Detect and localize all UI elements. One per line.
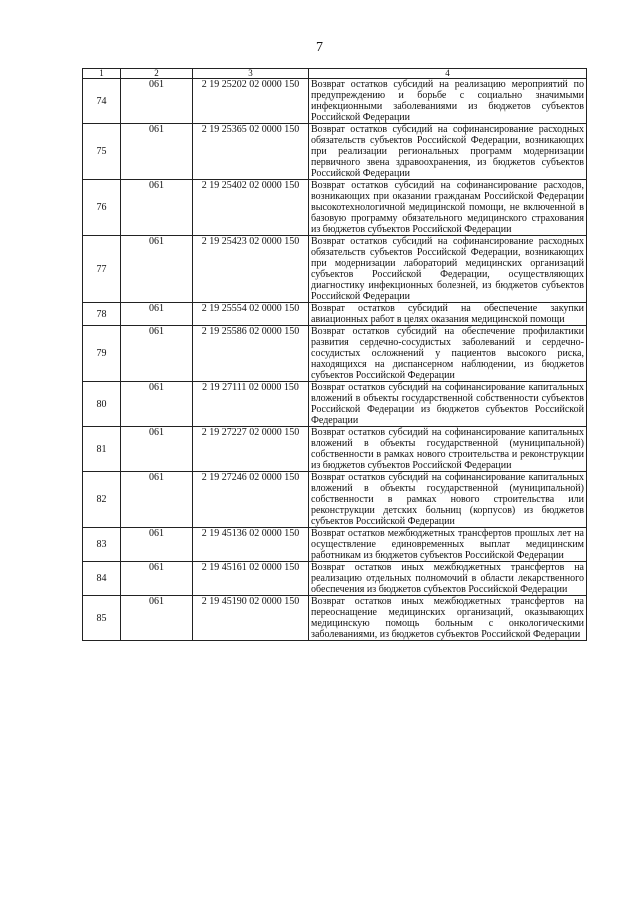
row-description: Возврат остатков субсидий на обеспечение закупки авиационных работ в целях оказания медицинской помощи: [309, 303, 587, 326]
row-description: Возврат остатков субсидий на софинансирование капитальных вложений в объекты государственной собственности субъектов Российской Федерации из бюджетов субъектов Российской Федерации: [309, 382, 587, 427]
row-description: Возврат остатков субсидий на реализацию мероприятий по предупреждению и борьбе с социально значимыми инфекционными заболеваниями из бюджетов субъектов Российской Федерации: [309, 79, 587, 124]
row-admin-code: 061: [121, 562, 193, 596]
row-budget-classification-code: 2 19 25554 02 0000 150: [193, 303, 309, 326]
table-row: [83, 124, 587, 180]
row-description: Возврат остатков субсидий на софинансирование расходных обязательств субъектов Российской Федерации, возникающих при модернизации лабораторий медицинских организаций субъектов Российской Федерации, осуществляющих диагностику инфекционных болезней, из бюджетов субъектов Российской Федерации: [309, 236, 587, 303]
row-budget-classification-code: 2 19 25365 02 0000 150: [193, 124, 309, 180]
table-row: [83, 596, 587, 641]
row-budget-classification-code: 2 19 45190 02 0000 150: [193, 596, 309, 641]
row-admin-code: 061: [121, 326, 193, 382]
row-number: 83: [83, 528, 121, 562]
row-number: 74: [83, 79, 121, 124]
table-row: [83, 180, 587, 236]
table-row: [83, 562, 587, 596]
row-number: 81: [83, 427, 121, 472]
column-header-1: 1: [83, 69, 121, 79]
row-description: Возврат остатков субсидий на софинансирование расходов, возникающих при оказании гражданам Российской Федерации высокотехнологичной медицинской помощи, не включенной в базовую программу обязательного медицинского страхования из бюджетов субъектов Российской Федерации: [309, 180, 587, 236]
column-header-3: 3: [193, 69, 309, 79]
row-description: Возврат остатков субсидий на софинансирование расходных обязательств субъектов Российской Федерации, возникающих при реализации региональных программ модернизации первичного звена здравоохранения, из бюджетов субъектов Российской Федерации: [309, 124, 587, 180]
row-admin-code: 061: [121, 180, 193, 236]
row-number: 85: [83, 596, 121, 641]
row-budget-classification-code: 2 19 25402 02 0000 150: [193, 180, 309, 236]
row-number: 77: [83, 236, 121, 303]
row-budget-classification-code: 2 19 27111 02 0000 150: [193, 382, 309, 427]
row-number: 84: [83, 562, 121, 596]
row-admin-code: 061: [121, 596, 193, 641]
row-description: Возврат остатков субсидий на софинансирование капитальных вложений в объекты государственной (муниципальной) собственности в рамках нового строительства или реконструкции детских больниц (корпусов) из бюджетов субъектов Российской Федерации: [309, 472, 587, 528]
row-admin-code: 061: [121, 303, 193, 326]
row-description: Возврат остатков иных межбюджетных трансфертов на реализацию отдельных полномочий в области лекарственного обеспечения из бюджетов субъектов Российской Федерации: [309, 562, 587, 596]
row-number: 76: [83, 180, 121, 236]
row-budget-classification-code: 2 19 25586 02 0000 150: [193, 326, 309, 382]
table-body: [83, 69, 587, 641]
table-row: [83, 528, 587, 562]
row-budget-classification-code: 2 19 45161 02 0000 150: [193, 562, 309, 596]
row-description: Возврат остатков иных межбюджетных трансфертов на переоснащение медицинских организаций, оказывающих медицинскую помощь больным с онкологическими заболеваниями, из бюджетов субъектов Российской Федерации: [309, 596, 587, 641]
table-row: [83, 79, 587, 124]
row-description: Возврат остатков межбюджетных трансфертов прошлых лет на осуществление единовременных выплат медицинским работникам из бюджетов субъектов Российской Федерации: [309, 528, 587, 562]
row-budget-classification-code: 2 19 25202 02 0000 150: [193, 79, 309, 124]
row-number: 80: [83, 382, 121, 427]
row-admin-code: 061: [121, 382, 193, 427]
row-admin-code: 061: [121, 472, 193, 528]
row-budget-classification-code: 2 19 27246 02 0000 150: [193, 472, 309, 528]
row-admin-code: 061: [121, 79, 193, 124]
table-row: [83, 427, 587, 472]
row-number: 78: [83, 303, 121, 326]
row-budget-classification-code: 2 19 25423 02 0000 150: [193, 236, 309, 303]
row-budget-classification-code: 2 19 27227 02 0000 150: [193, 427, 309, 472]
column-header-2: 2: [121, 69, 193, 79]
table-row: [83, 382, 587, 427]
budget-codes-table: [82, 68, 587, 641]
row-budget-classification-code: 2 19 45136 02 0000 150: [193, 528, 309, 562]
row-number: 75: [83, 124, 121, 180]
row-admin-code: 061: [121, 427, 193, 472]
row-number: 82: [83, 472, 121, 528]
page-number: 7: [316, 40, 323, 55]
table-row: [83, 326, 587, 382]
table-row: [83, 236, 587, 303]
row-admin-code: 061: [121, 528, 193, 562]
column-header-4: 4: [309, 69, 587, 79]
table-row: [83, 303, 587, 326]
column-number-row: [83, 69, 587, 79]
row-admin-code: 061: [121, 236, 193, 303]
row-number: 79: [83, 326, 121, 382]
row-admin-code: 061: [121, 124, 193, 180]
row-description: Возврат остатков субсидий на софинансирование капитальных вложений в объекты государственной (муниципальной) собственности в рамках нового строительства и реконструкции из бюджетов субъектов Российской Федерации: [309, 427, 587, 472]
row-description: Возврат остатков субсидий на обеспечение профилактики развития сердечно-сосудистых заболеваний и сердечно-сосудистых осложнений у пациентов высокого риска, находящихся на диспансерном наблюдении, из бюджетов субъектов Российской Федерации: [309, 326, 587, 382]
table-row: [83, 472, 587, 528]
